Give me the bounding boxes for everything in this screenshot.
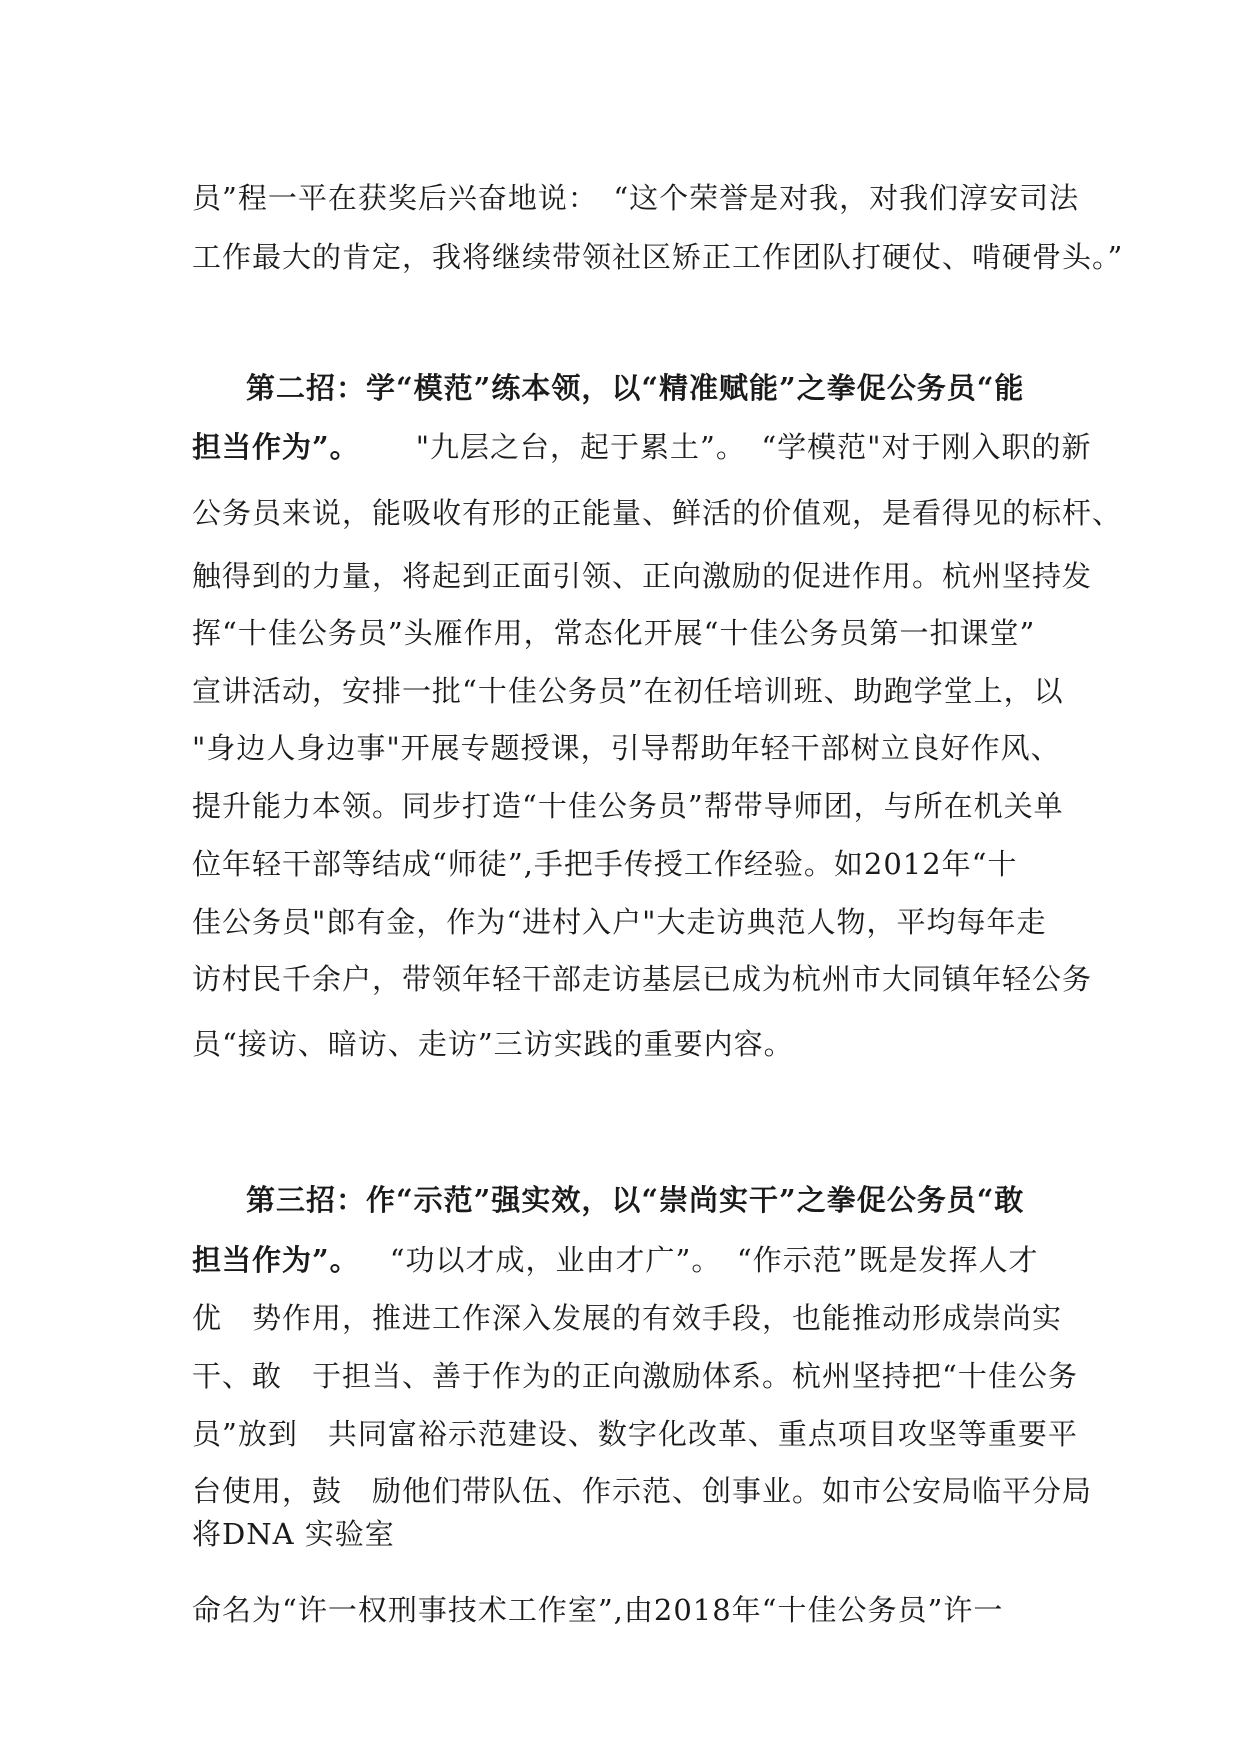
paragraph-line: 宣讲活动，安排一批“十佳公务员”在初任培训班、助跑学堂上，以 <box>192 674 1064 708</box>
heading-tail: 担当作为”。 <box>192 430 360 464</box>
heading-tail: 担当作为”。 <box>192 1243 360 1277</box>
section-heading-3-continued <box>192 1240 1052 1280</box>
paragraph-line: 员“接访、暗访、走访”三访实践的重要内容。 <box>192 1027 794 1061</box>
paragraph-line: 员”放到 共同富裕示范建设、数字化改革、重点项目攻坚等重要平 <box>192 1417 1078 1451</box>
quote-text: "九层之台，起于累土”。 “学模范"对于刚入职的新 <box>415 430 1092 464</box>
paragraph-line: 优 势作用，推进工作深入发展的有效手段，也能推动形成崇尚实 <box>192 1301 1063 1335</box>
paragraph-line: 访村民千余户，带领年轻干部走访基层已成为杭州市大同镇年轻公务 <box>192 962 1093 996</box>
paragraph-line: 佳公务员"郎有金，作为“进村入户"大走访典范人物，平均每年走 <box>192 905 1047 939</box>
section-heading-2-continued <box>192 427 1092 467</box>
paragraph-line: 将DNA 实验室 <box>192 1517 395 1551</box>
section-heading-2: 第二招：学“模范”练本领，以“精准赋能”之拳促公务员“能 <box>246 371 1025 405</box>
paragraph-line: 员”程一平在获奖后兴奋地说： “这个荣誉是对我，对我们淳安司法 <box>192 181 1080 215</box>
paragraph-line: "身边人身边事"开展专题授课，引导帮助年轻干部树立良好作风、 <box>192 731 1061 765</box>
paragraph-line: 公务员来说，能吸收有形的正能量、鲜活的价值观，是看得见的标杆、 <box>192 496 1123 530</box>
paragraph-line: 触得到的力量，将起到正面引领、正向激励的促进作用。杭州坚持发 <box>192 559 1093 593</box>
section-heading-3: 第三招：作“示范”强实效，以“崇尚实干”之拳促公务员“敢 <box>246 1183 1025 1217</box>
quote-text: “功以才成，业由才广”。 “作示范”既是发挥人才 <box>389 1243 1039 1277</box>
paragraph-line: 命名为“许一权刑事技术工作室”,由2018年“十佳公务员”许一 <box>192 1593 1004 1627</box>
paragraph-line: 位年轻干部等结成“师徒”,手把手传授工作经验。如2012年“十 <box>192 847 1018 881</box>
paragraph-line: 提升能力本领。同步打造“十佳公务员”帮带导师团，与所在机关单 <box>192 789 1064 823</box>
paragraph-line: 挥“十佳公务员”头雁作用，常态化开展“十佳公务员第一扣课堂” <box>192 616 1036 650</box>
paragraph-line: 工作最大的肯定，我将继续带领社区矫正工作团队打硬仗、啃硬骨头。” <box>192 240 1124 274</box>
paragraph-line: 台使用，鼓 励他们带队伍、作示范、创事业。如市公安局临平分局 <box>192 1474 1093 1508</box>
paragraph-line: 干、敢 于担当、善于作为的正向激励体系。杭州坚持把“十佳公务 <box>192 1359 1078 1393</box>
